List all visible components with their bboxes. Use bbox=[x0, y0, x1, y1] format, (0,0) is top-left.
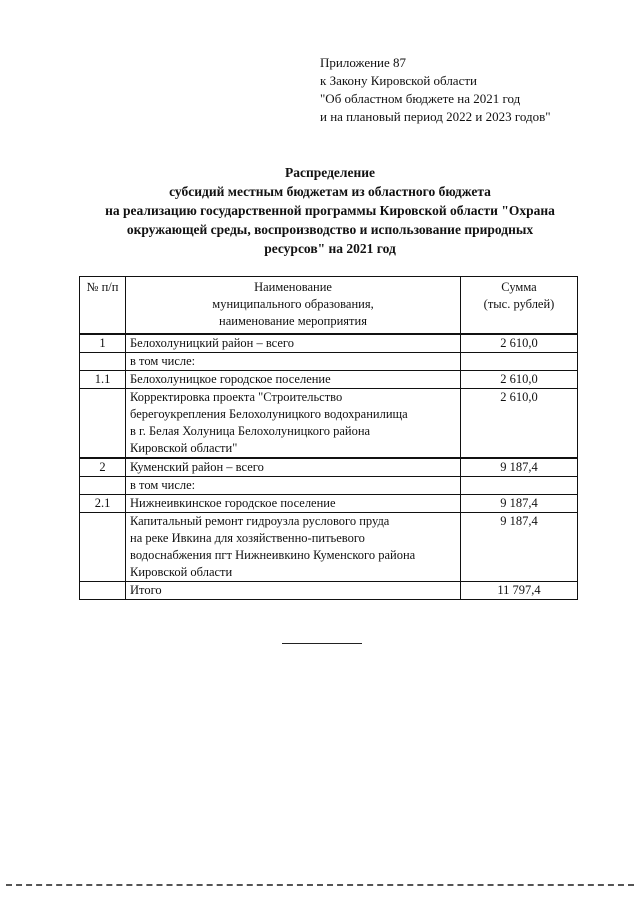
cell-name: в том числе: bbox=[126, 477, 461, 495]
header-sum-line: (тыс. рублей) bbox=[483, 297, 555, 311]
header-num: № п/п bbox=[80, 277, 126, 335]
cell-num: 2.1 bbox=[80, 495, 126, 513]
appendix-line: и на плановый период 2022 и 2023 годов" bbox=[320, 109, 551, 124]
header-sum-line: Сумма bbox=[501, 280, 537, 294]
table-row bbox=[80, 495, 578, 513]
cell-num bbox=[80, 582, 126, 600]
table-row bbox=[80, 458, 578, 477]
cell-sum bbox=[461, 477, 578, 495]
cell-name: Белохолуницкий район – всего bbox=[126, 334, 461, 353]
title-line: на реализацию государственной программы Кировской области "Охрана bbox=[105, 203, 555, 218]
cell-sum: 2 610,0 bbox=[461, 334, 578, 353]
table-row bbox=[80, 389, 578, 459]
cell-name-line: на реке Ивкина для хозяйственно-питьевого bbox=[130, 531, 365, 545]
table-header-row bbox=[80, 277, 578, 335]
subsidy-table bbox=[79, 276, 578, 600]
cell-num: 1.1 bbox=[80, 371, 126, 389]
title-line: субсидий местным бюджетам из областного бюджета bbox=[169, 184, 491, 199]
cell-name bbox=[126, 513, 461, 582]
header-name-line: Наименование bbox=[254, 280, 332, 294]
header-name-line: наименование мероприятия bbox=[219, 314, 367, 328]
cell-num: 1 bbox=[80, 334, 126, 353]
closing-divider bbox=[282, 643, 362, 644]
appendix-line: Приложение 87 bbox=[320, 55, 407, 70]
cell-name: в том числе: bbox=[126, 353, 461, 371]
cell-name-line: Корректировка проекта "Строительство bbox=[130, 390, 343, 404]
cell-name-line: в г. Белая Холуница Белохолуницкого района bbox=[130, 424, 371, 438]
document-title bbox=[60, 163, 600, 258]
cell-sum: 9 187,4 bbox=[461, 495, 578, 513]
appendix-line: "Об областном бюджете на 2021 год bbox=[320, 91, 521, 106]
cell-num bbox=[80, 513, 126, 582]
cell-name: Итого bbox=[126, 582, 461, 600]
table-row bbox=[80, 334, 578, 353]
cell-name-line: водоснабжения пгт Нижнеивкино Куменского района bbox=[130, 548, 416, 562]
cell-name: Куменский район – всего bbox=[126, 458, 461, 477]
cell-num bbox=[80, 389, 126, 459]
header-name-line: муниципального образования, bbox=[212, 297, 374, 311]
cell-name: Нижнеивкинское городское поселение bbox=[126, 495, 461, 513]
cell-name-line: берегоукрепления Белохолуницкого водохранилища bbox=[130, 407, 408, 421]
header-name bbox=[126, 277, 461, 335]
appendix-line: к Закону Кировской области bbox=[320, 73, 477, 88]
cell-sum bbox=[461, 353, 578, 371]
table-row bbox=[80, 371, 578, 389]
cell-name-line: Кировской области bbox=[130, 565, 233, 579]
cell-sum: 9 187,4 bbox=[461, 458, 578, 477]
title-line: ресурсов" на 2021 год bbox=[264, 241, 396, 256]
cell-name bbox=[126, 389, 461, 459]
scan-edge-line bbox=[6, 884, 634, 886]
title-line: окружающей среды, воспроизводство и использование природных bbox=[126, 222, 534, 237]
title-line: Распределение bbox=[284, 165, 376, 180]
table-row bbox=[80, 513, 578, 582]
cell-name-line: Кировской области" bbox=[130, 441, 238, 455]
cell-sum: 11 797,4 bbox=[461, 582, 578, 600]
cell-num bbox=[80, 477, 126, 495]
appendix-block bbox=[320, 54, 551, 126]
cell-num: 2 bbox=[80, 458, 126, 477]
cell-num bbox=[80, 353, 126, 371]
cell-sum: 2 610,0 bbox=[461, 371, 578, 389]
cell-sum: 2 610,0 bbox=[461, 389, 578, 459]
cell-name-line: Капитальный ремонт гидроузла руслового пруда bbox=[130, 514, 390, 528]
table-row bbox=[80, 477, 578, 495]
cell-name: Белохолуницкое городское поселение bbox=[126, 371, 461, 389]
table-row bbox=[80, 353, 578, 371]
table-total-row bbox=[80, 582, 578, 600]
cell-sum: 9 187,4 bbox=[461, 513, 578, 582]
header-sum bbox=[461, 277, 578, 335]
